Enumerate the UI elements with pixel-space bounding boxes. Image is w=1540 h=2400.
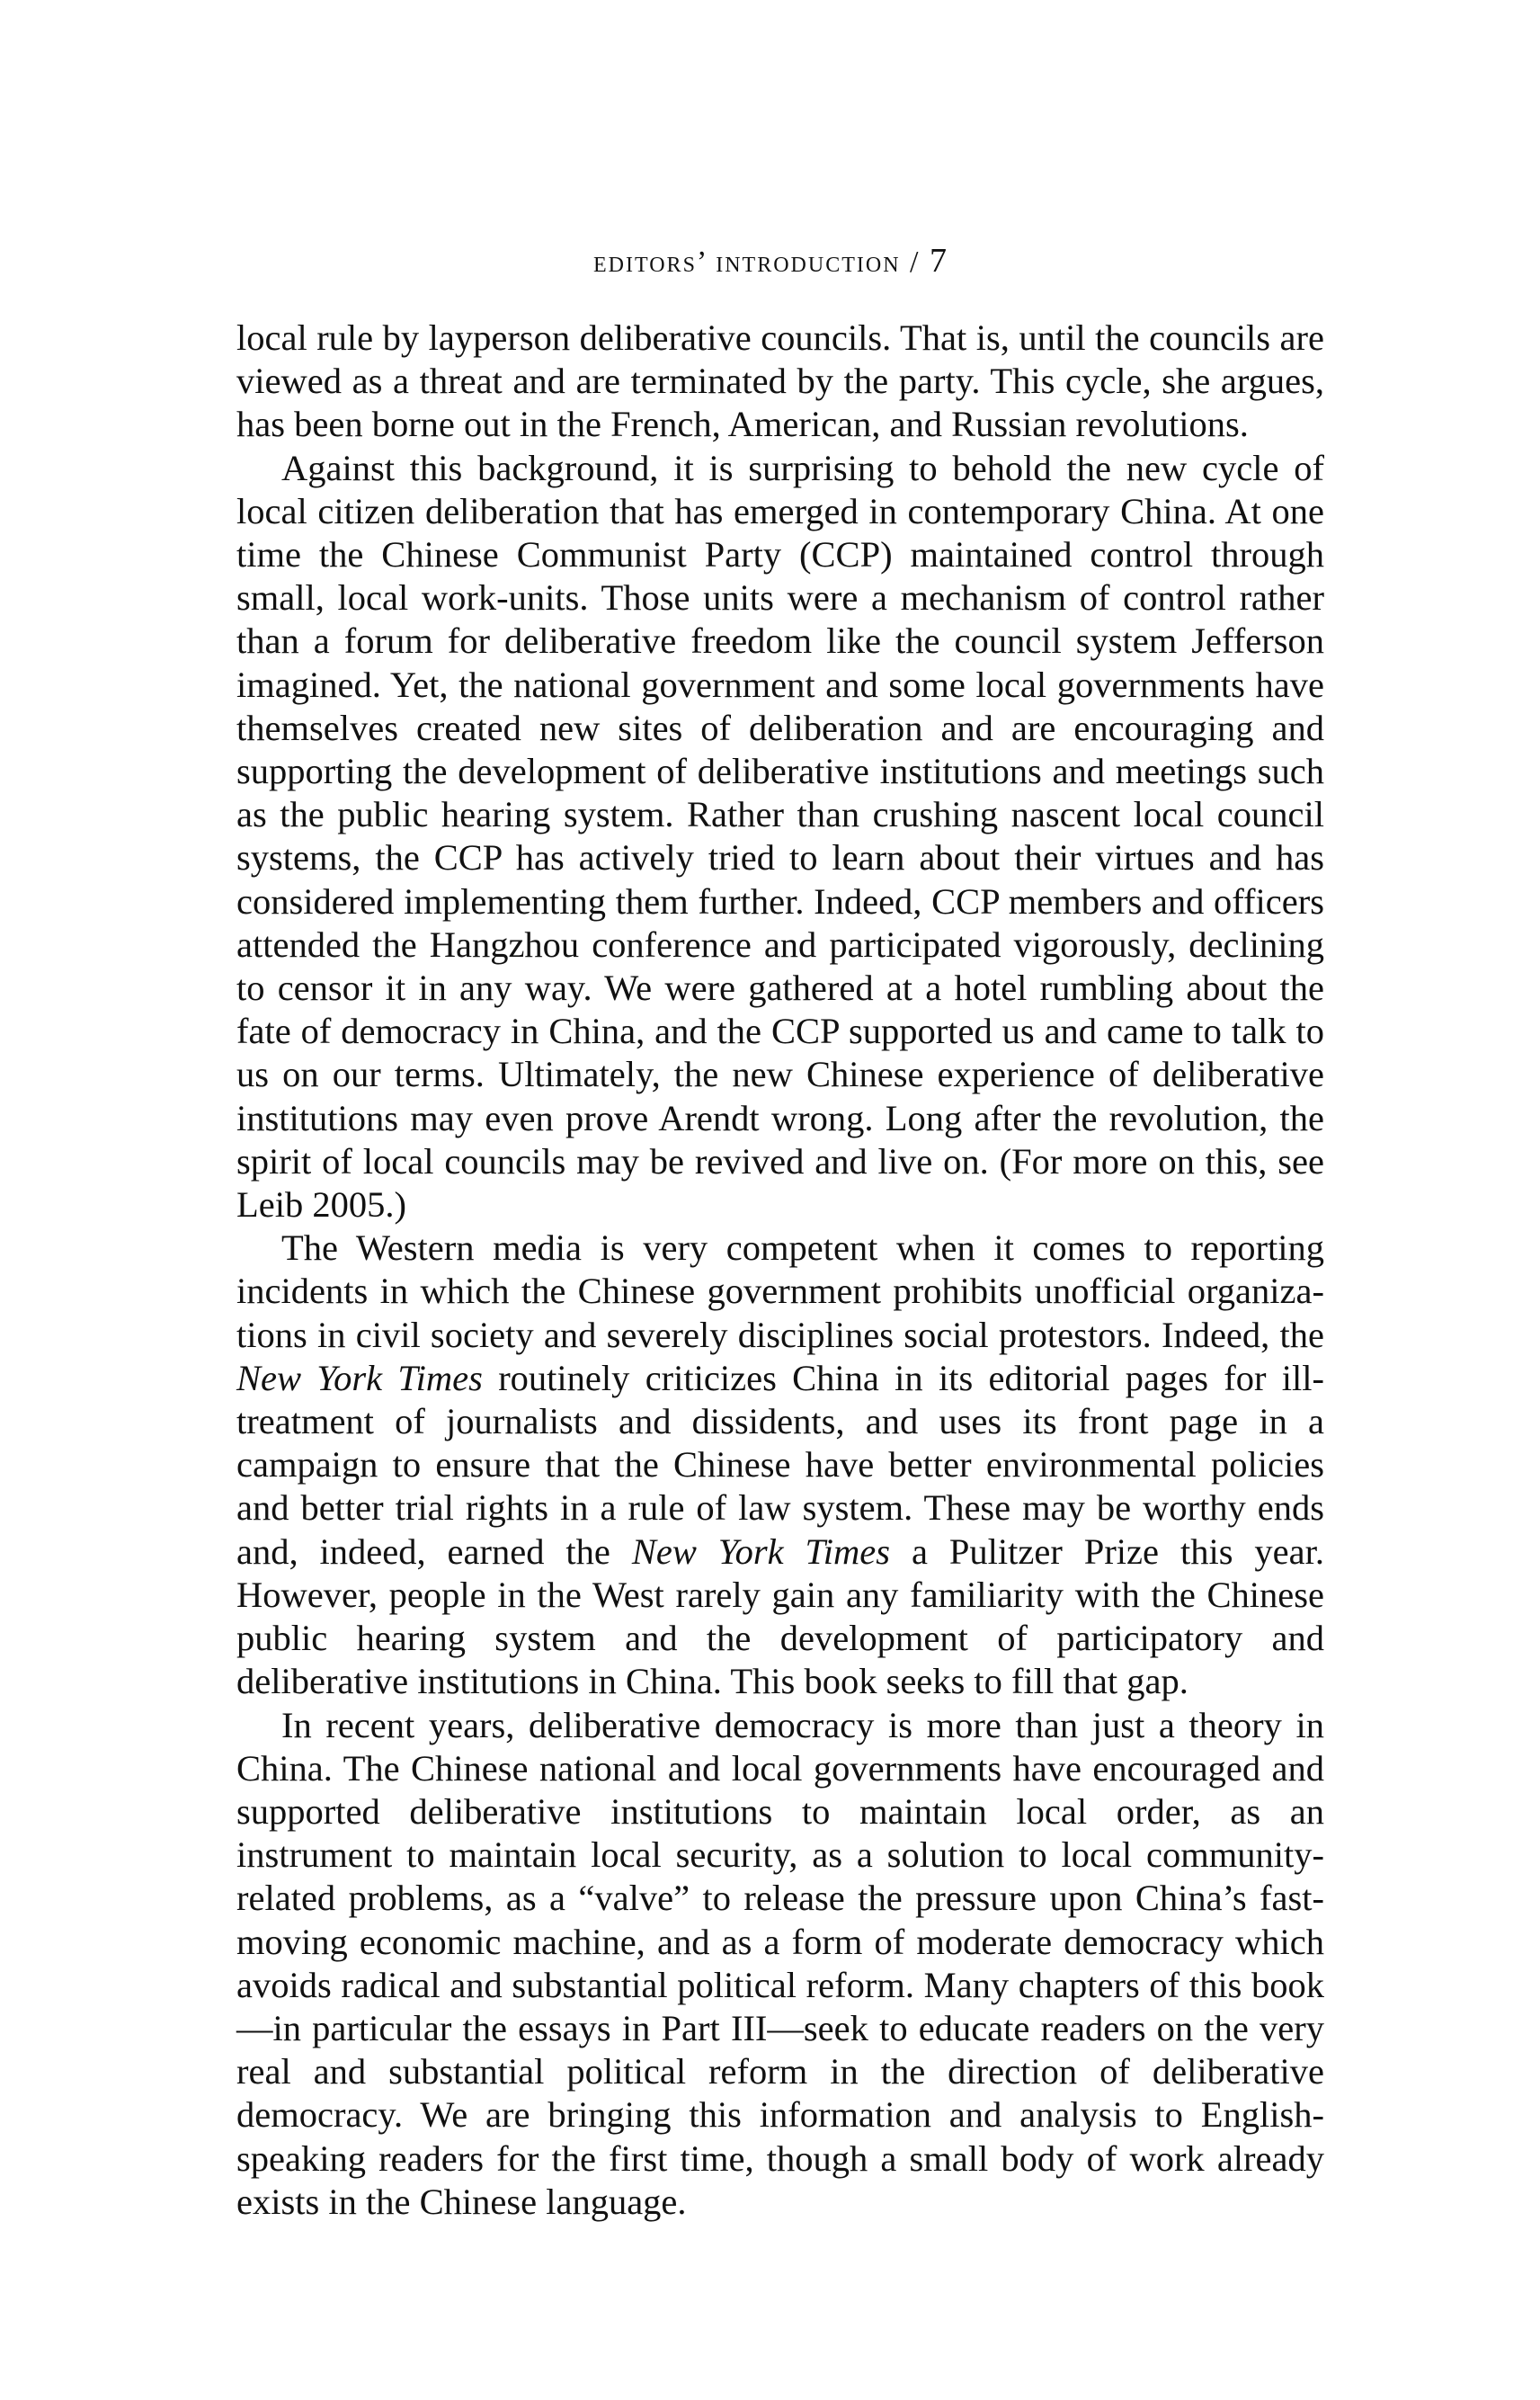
paragraph-2 — [236, 447, 1324, 1227]
paragraph-text: local rule by layperson deliberative councils. That is, until the councils are viewed as a threat and are terminated by the party. This cycle, she argues, has been borne out in the French, American, and Russian revolutions. — [236, 317, 1324, 445]
italic-title: New York Times — [631, 1530, 891, 1572]
paragraph-text: a Pulitzer Prize this year. However, people in the West rarely gain any familiarity with the Chinese public hearing system and the development of participatory and deliberative institutions in China. This book seeks to fill that gap. — [236, 1530, 1324, 1702]
running-head — [0, 243, 1540, 281]
italic-title: New York Times — [236, 1357, 483, 1398]
paragraph-3 — [236, 1227, 1324, 1703]
paragraph-text: The Western media is very competent when it comes to reporting incidents in which the Chinese government prohibits unofficial organizations in civil society and severely disciplines social protestors. Indeed, the — [236, 1227, 1324, 1355]
body-text — [236, 317, 1324, 2224]
page-number: 7 — [929, 242, 947, 280]
paragraph-4 — [236, 1704, 1324, 2224]
running-head-title: editors’ introduction / — [593, 245, 921, 279]
paragraph-1 — [236, 317, 1324, 447]
paragraph-text: In recent years, deliberative democracy is more than just a theory in China. The Chinese national and local governments have encouraged and supported deliberative institutions to maintain local order, as an instrument to maintain local security, as a solution to local community-related problems, as a “valve” to release the pressure upon China’s fast-moving economic machine, and as a form of moderate democracy which avoids radical and substantial political reform. Many chapters of this book—in particular the essays in Part III—seek to educate readers on the very real and substantial political reform in the direction of deliberative democracy. We are bringing this information and analysis to English-speaking readers for the first time, though a small body of work already exists in the Chinese language. — [236, 1704, 1324, 2222]
paragraph-text: routinely criticizes China in its editorial pages for ill-treatment of journalists and dissidents, and uses its front page in a campaign to ensure that the Chinese have better environmental policies and better trial rights in a rule of law system. These may be worthy ends and, indeed, earned the — [236, 1357, 1325, 1572]
paragraph-text: Against this background, it is surprising to behold the new cycle of local citizen deliberation that has emerged in contemporary China. At one time the Chinese Communist Party (CCP) maintained control through small, local work-units. Those units were a mechanism of control rather than a forum for deliberative freedom like the council system Jefferson imagined. Yet, the national government and some local governments have themselves created new sites of deliberation and are encouraging and supporting the development of deliberative institutions and meetings such as the public hearing system. Rather than crushing nascent local council systems, the CCP has actively tried to learn about their virtues and has considered implementing them further. Indeed, CCP members and officers attended the Hangzhou conference and participated vigorously, declining to censor it in any way. We were gathered at a hotel rumbling about the fate of democracy in China, and the CCP supported us and came to talk to us on our terms. Ultimately, the new Chinese experience of deliberative institutions may even prove Arendt wrong. Long after the revolution, the spirit of local councils may be revived and live on. (For more on this, see Leib 2005.) — [236, 447, 1324, 1226]
